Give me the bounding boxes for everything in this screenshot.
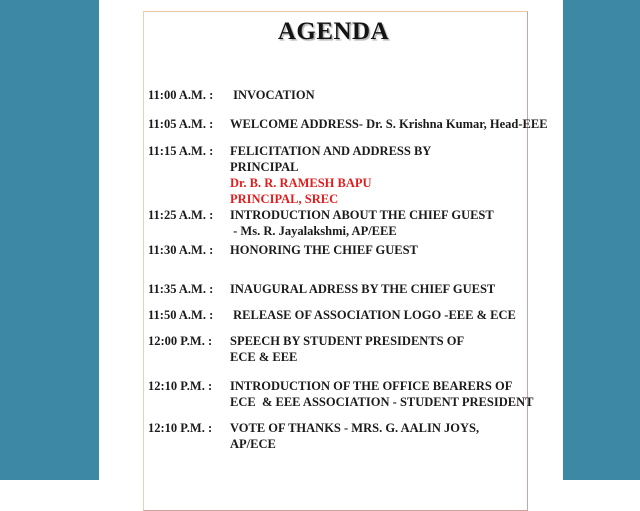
agenda-item-time: 11:35 A.M. : — [148, 282, 214, 296]
agenda-item — [148, 207, 527, 239]
agenda-item — [148, 420, 527, 452]
agenda-item-desc — [230, 242, 527, 258]
agenda-item — [148, 116, 548, 132]
agenda-item-time: 12:10 P.M. : — [148, 421, 213, 435]
agenda-item-line: FELICITATION AND ADDRESS BY — [230, 144, 432, 158]
agenda-item-desc — [230, 143, 527, 207]
agenda-item-time: 11:30 A.M. : — [148, 243, 214, 257]
agenda-slide-box — [143, 11, 548, 511]
agenda-item — [148, 378, 534, 410]
agenda-item — [148, 307, 527, 323]
agenda-item-desc — [230, 207, 527, 239]
agenda-item-desc — [230, 333, 527, 365]
agenda-item-line: INTRODUCTION OF THE OFFICE BEARERS OF — [230, 379, 513, 393]
agenda-item-line: VOTE OF THANKS - MRS. G. AALIN JOYS, — [230, 421, 480, 435]
agenda-item-line: PRINCIPAL — [230, 160, 299, 174]
agenda-item-time: 11:25 A.M. : — [148, 208, 214, 222]
agenda-item-desc — [230, 307, 527, 323]
agenda-item-line: SPEECH BY STUDENT PRESIDENTS OF — [230, 334, 465, 348]
agenda-item — [148, 242, 527, 258]
agenda-item-desc — [230, 116, 548, 132]
agenda-item-time: 11:05 A.M. : — [148, 117, 214, 131]
agenda-item — [148, 333, 527, 365]
agenda-item-desc — [230, 420, 527, 452]
agenda-item — [148, 281, 527, 297]
agenda-item-line-highlight: Dr. B. R. RAMESH BAPU — [230, 176, 372, 190]
agenda-item-desc — [230, 281, 527, 297]
agenda-item-time: 11:00 A.M. : — [148, 88, 214, 102]
agenda-item-line: HONORING THE CHIEF GUEST — [230, 243, 418, 257]
agenda-item-line: ECE & EEE ASSOCIATION - STUDENT PRESIDENT — [230, 395, 534, 409]
agenda-item-line: ECE & EEE — [230, 350, 298, 364]
agenda-item-time: 11:15 A.M. : — [148, 144, 214, 158]
agenda-item-line: INTRODUCTION ABOUT THE CHIEF GUEST — [230, 208, 494, 222]
agenda-item-line: - Ms. R. Jayalakshmi, AP/EEE — [230, 224, 397, 238]
agenda-list — [148, 87, 548, 452]
agenda-item-time: 12:10 P.M. : — [148, 379, 213, 393]
agenda-item-desc — [230, 378, 534, 410]
agenda-item-time: 11:50 A.M. : — [148, 308, 214, 322]
agenda-item — [148, 87, 527, 103]
agenda-item-desc — [230, 87, 527, 103]
agenda-item-line-highlight: PRINCIPAL, SREC — [230, 192, 339, 206]
agenda-item — [148, 143, 527, 207]
agenda-item-line: WELCOME ADDRESS- Dr. S. Krishna Kumar, Head-EEE — [230, 117, 548, 131]
agenda-item-time: 12:00 P.M. : — [148, 334, 213, 348]
right-accent-band — [563, 0, 640, 480]
page-title: AGENDA — [277, 18, 390, 45]
agenda-item-line: AP/ECE — [230, 437, 276, 451]
left-accent-band — [0, 0, 99, 480]
agenda-item-line: INVOCATION — [230, 88, 315, 102]
agenda-item-line: RELEASE OF ASSOCIATION LOGO -EEE & ECE — [230, 308, 516, 322]
agenda-item-line: INAUGURAL ADRESS BY THE CHIEF GUEST — [230, 282, 496, 296]
